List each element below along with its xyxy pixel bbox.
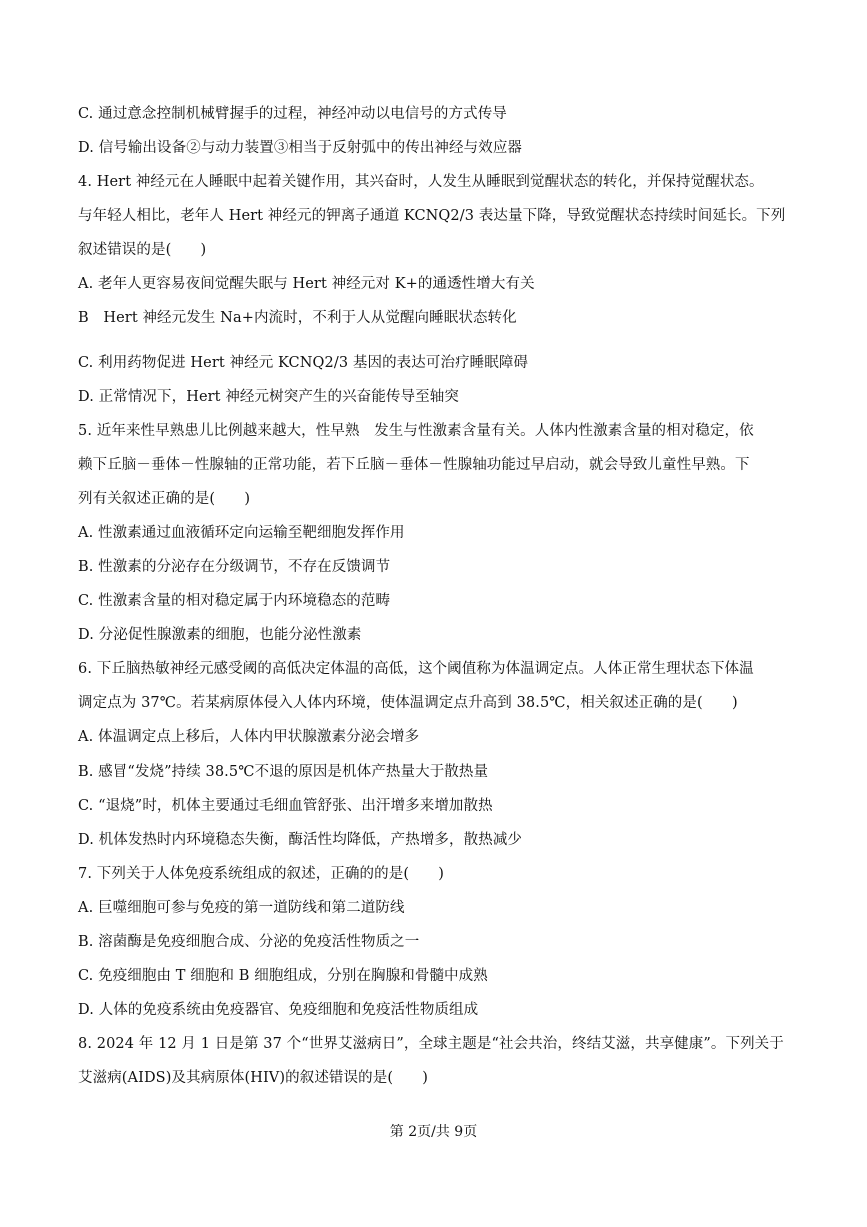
question-8-line-1: 8. 2024 年 12 月 1 日是第 37 个“世界艾滋病日”，全球主题是“社会共治，终结艾滋，共享健康”。下列关于: [78, 1036, 784, 1052]
option-3c: C. 通过意念控制机械臂握手的过程，神经冲动以电信号的方式传导: [78, 106, 507, 122]
question-6-line-1: 6. 下丘脑热敏神经元感受阈的高低决定体温的高低，这个阈值称为体温调定点。人体正常生理状态下体温: [78, 661, 754, 677]
question-4-line-2: 与年轻人相比，老年人 Hert 神经元的钾离子通道 KCNQ2/3 表达量下降，导致觉醒状态持续时间延长。下列: [78, 208, 786, 224]
option-5d: D. 分泌促性腺激素的细胞，也能分泌性激素: [78, 627, 362, 643]
option-5c: C. 性激素含量的相对稳定属于内环境稳态的范畴: [78, 593, 391, 609]
question-6-line-2: 调定点为 37℃。若某病原体侵入人体内环境，使体温调定点升高到 38.5℃，相关叙述正确的是( ): [78, 695, 738, 711]
option-6a: A. 体温调定点上移后，人体内甲状腺激素分泌会增多: [78, 729, 420, 745]
option-7c: C. 免疫细胞由 T 细胞和 B 细胞组成，分别在胸腺和骨髓中成熟: [78, 968, 488, 984]
question-7: 7. 下列关于人体免疫系统组成的叙述，正确的的是( ): [78, 866, 445, 882]
option-6b: B. 感冒“发烧”持续 38.5℃不退的原因是机体产热量大于散热量: [78, 764, 489, 780]
option-3d: D. 信号输出设备②与动力装置③相当于反射弧中的传出神经与效应器: [78, 140, 523, 156]
option-6d: D. 机体发热时内环境稳态失衡，酶活性均降低，产热增多，散热减少: [78, 832, 523, 848]
option-4a: A. 老年人更容易夜间觉醒失眠与 Hert 神经元对 K+的通透性增大有关: [78, 276, 535, 292]
option-7a: A. 巨噬细胞可参与免疫的第一道防线和第二道防线: [78, 900, 405, 916]
option-6c: C. “退烧”时，机体主要通过毛细血管舒张、出汗增多来增加散热: [78, 798, 493, 814]
question-8-line-2: 艾滋病(AIDS)及其病原体(HIV)的叙述错误的是( ): [78, 1070, 429, 1086]
option-5a: A. 性激素通过血液循环定向运输至靶细胞发挥作用: [78, 525, 405, 541]
page-number: 第 2页/共 9页: [389, 1124, 478, 1140]
option-4c: C. 利用药物促进 Hert 神经元 KCNQ2/3 基因的表达可治疗睡眠障碍: [78, 355, 529, 371]
option-5b: B. 性激素的分泌存在分级调节，不存在反馈调节: [78, 559, 391, 575]
question-4-line-1: 4. Hert 神经元在人睡眠中起着关键作用，其兴奋时，人发生从睡眠到觉醒状态的转化，并保持觉醒状态。: [78, 174, 764, 190]
option-7b: B. 溶菌酶是免疫细胞合成、分泌的免疫活性物质之一: [78, 934, 420, 950]
question-5-line-1: 5. 近年来性早熟患儿比例越来越大，性早熟 发生与性激素含量有关。人体内性激素含量的相对稳定，依: [78, 423, 754, 439]
option-4d: D. 正常情况下，Hert 神经元树突产生的兴奋能传导至轴突: [78, 389, 459, 405]
option-7d: D. 人体的免疫系统由免疫器官、免疫细胞和免疫活性物质组成: [78, 1002, 479, 1018]
question-4-line-3: 叙述错误的是( ): [78, 242, 207, 258]
question-5-line-3: 列有关叙述正确的是( ): [78, 491, 251, 507]
question-5-line-2: 赖下丘脑－垂体－性腺轴的正常功能，若下丘脑－垂体－性腺轴功能过早启动，就会导致儿童性早熟。下: [78, 457, 750, 473]
option-4b: B Hert 神经元发生 Na+内流时，不利于人从觉醒向睡眠状态转化: [78, 310, 517, 326]
